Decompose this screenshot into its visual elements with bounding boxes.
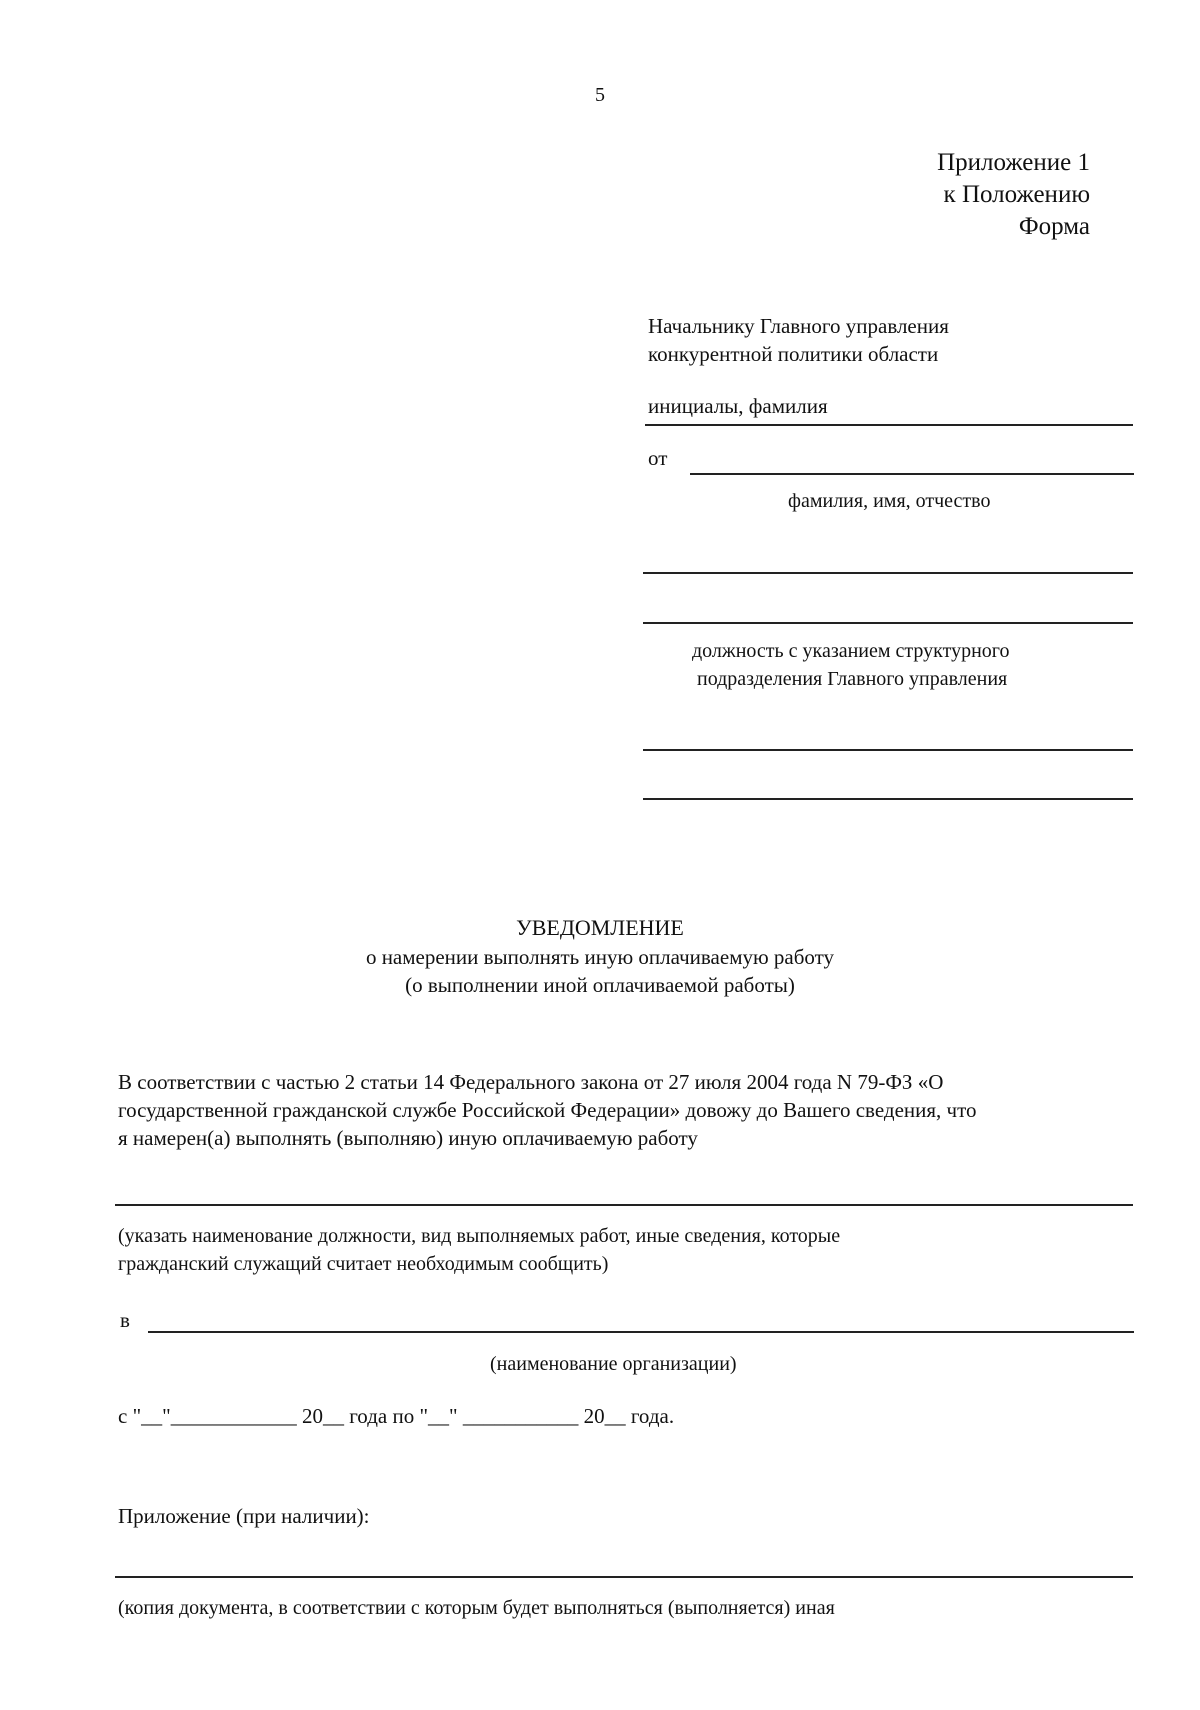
- from-fio-line: [690, 473, 1134, 475]
- appendix-line-1: Приложение 1: [937, 149, 1090, 176]
- position-caption-1: должность с указанием структурного: [692, 640, 1010, 662]
- extra-line-1: [643, 749, 1133, 751]
- appendix-form-label: Форма: [1018, 213, 1090, 240]
- body-paragraph-line-2: государственной гражданской службе Российской Федерации» довожу до Вашего сведения, что: [118, 1098, 977, 1122]
- page-number: 5: [595, 84, 605, 106]
- work-caption-1: (указать наименование должности, вид выполняемых работ, иные сведения, которые: [118, 1225, 841, 1247]
- body-paragraph-line-1: В соответствии с частью 2 статьи 14 Федерального закона от 27 июля 2004 года N 79-ФЗ «О: [118, 1070, 944, 1094]
- addressee-line-1: Начальнику Главного управления: [648, 314, 949, 338]
- appendix-line-2: к Положению: [943, 181, 1090, 208]
- document-title: УВЕДОМЛЕНИЕ: [516, 915, 684, 940]
- position-line-1: [643, 572, 1133, 574]
- organization-line: [148, 1331, 1134, 1333]
- document-subtitle-1: о намерении выполнять иную оплачиваемую работу: [365, 945, 835, 969]
- work-description-line: [115, 1204, 1133, 1206]
- position-line-2: [643, 622, 1133, 624]
- attachment-label: Приложение (при наличии):: [118, 1504, 370, 1528]
- period-line: с "__"____________ 20__ года по "__" ___________ 20__ года.: [118, 1404, 675, 1428]
- body-paragraph-line-3: я намерен(а) выполнять (выполняю) иную оплачиваемую работу: [118, 1126, 698, 1150]
- position-caption-2: подразделения Главного управления: [697, 668, 1008, 690]
- document-subtitle-2: (о выполнении иной оплачиваемой работы): [405, 973, 795, 997]
- initials-line: [645, 424, 1133, 426]
- extra-line-2: [643, 798, 1133, 800]
- work-caption-2: гражданский служащий считает необходимым сообщить): [118, 1253, 609, 1275]
- in-label: в: [120, 1308, 130, 1332]
- fio-caption: фамилия, имя, отчество: [788, 490, 991, 512]
- from-label: от: [648, 446, 668, 470]
- attachment-caption: (копия документа, в соответствии с которым будет выполняться (выполняется) иная: [118, 1597, 835, 1619]
- addressee-initials-label: инициалы, фамилия: [648, 394, 828, 418]
- addressee-line-2: конкурентной политики области: [648, 342, 939, 366]
- attachment-line: [115, 1576, 1133, 1578]
- organization-caption: (наименование организации): [490, 1353, 737, 1375]
